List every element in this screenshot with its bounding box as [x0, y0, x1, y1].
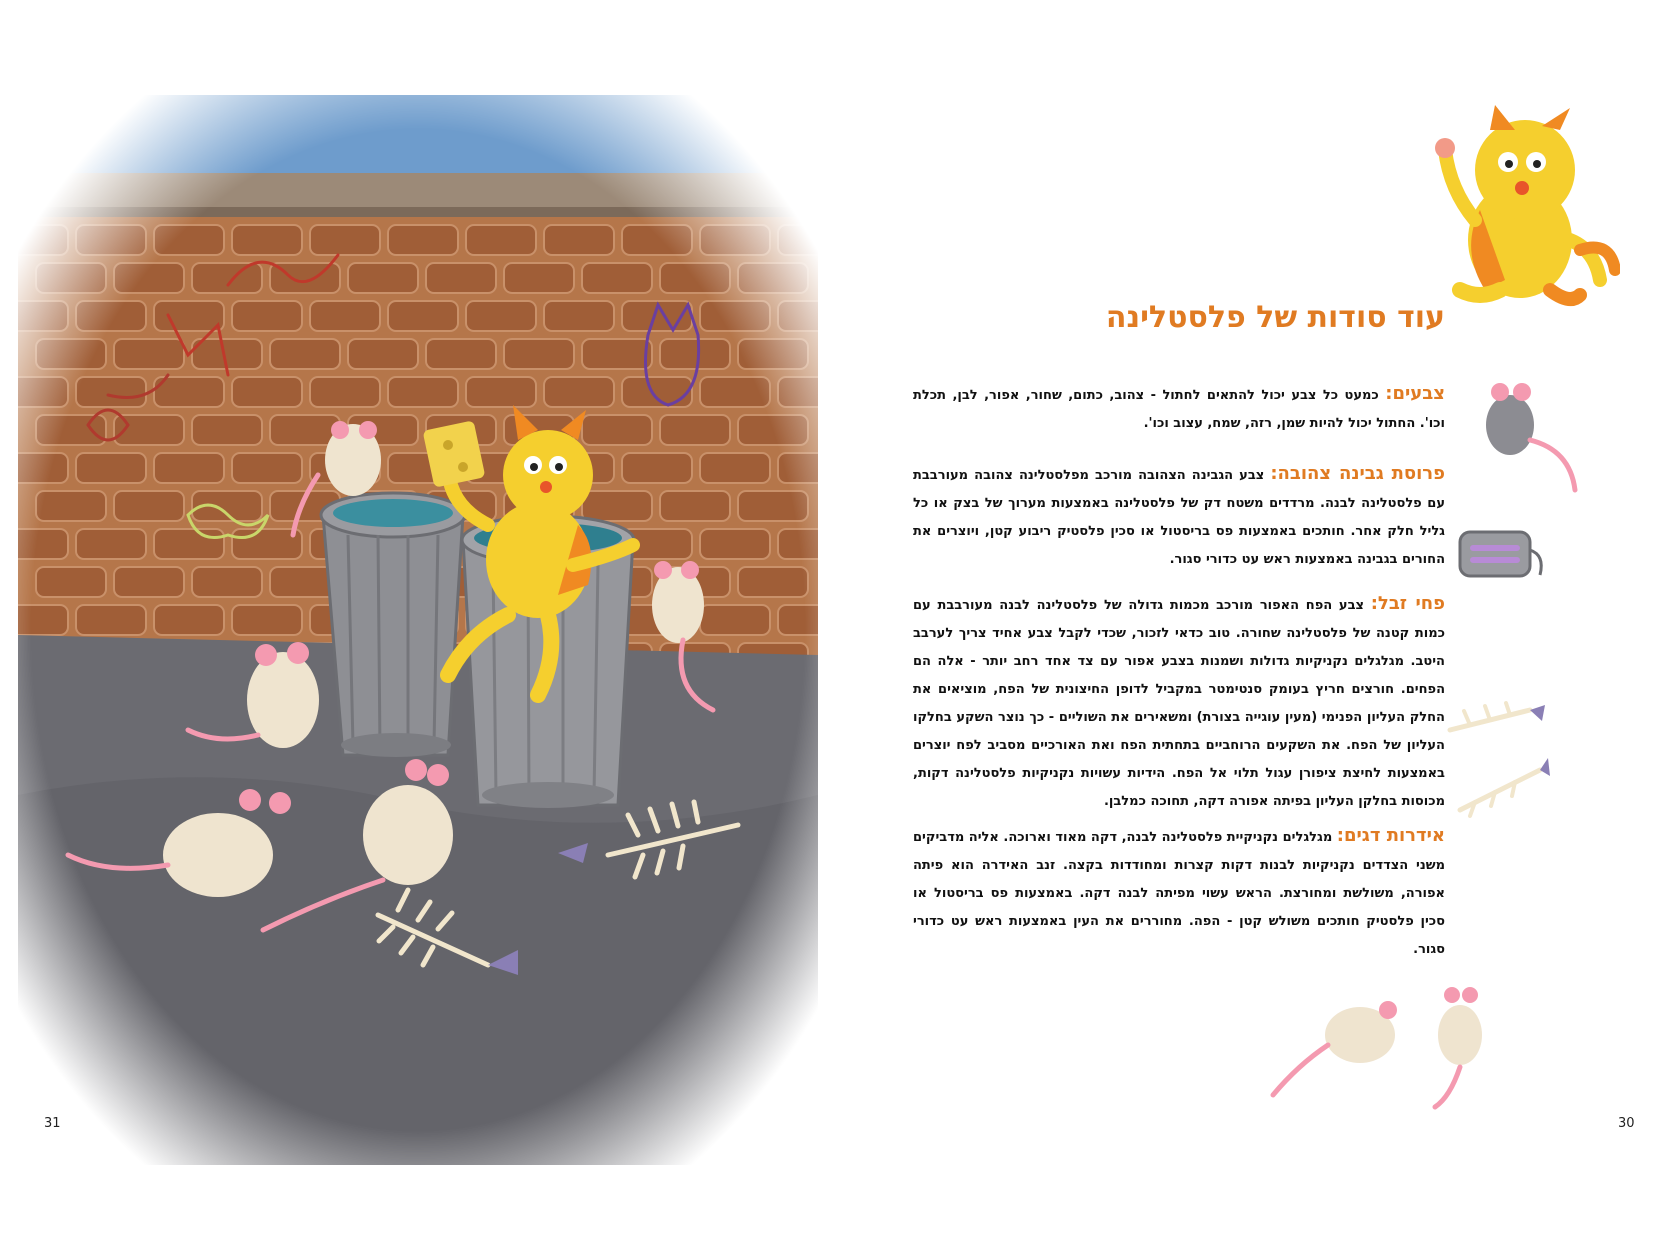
section-label: פרוסת גבינה צהובה: [1270, 463, 1445, 484]
section-text: צבע הפח האפור מורכב מכמות גדולה של פלסטלינה לבנה מעורבבת עם כמות קטנה של פלסטלינה שחורה. טוב כדאי לזכור, שכדי לקבל צבע אחיד צריך לערבב היטב. מגלגלים נקניקיות גדולות ושמנות בצבע אפור עם צד אחד רחב יותר - אלה הם הפחים. חורצים חריץ בעומק סנטימטר במקביל לדופן החיצונית של הפח, מוציאים את החלק העליון הפנימי (מעין עוגייה בצורת) ומשאירים את השוליים - כך נוצר השקע בחלקו העליון של הפח. את השקעים הרוחביים בתחתית הפח ואת האורכיים מסביב לפח יוצרים באמצעות לחיצת ציפורן עגול תלוי אל הפח. הידיות עשויות נקניקיות פלסטלינה דקות, מכוסות בחלקן העליון בפיתה אפורה דקה, תחוכה כמלבן. [913, 598, 1445, 809]
page-number-right: 30 [1618, 1116, 1635, 1131]
trash-can-left [321, 493, 465, 757]
section-trash-cans [913, 590, 1445, 816]
section-cheese-slice [913, 460, 1445, 574]
section-text: כמעט כל צבע יכול להתאים לחתול - צהוב, כתום, שחור, אפור, לבן, תכלת וכו'. החתול יכול להיות שמן, רזה, שמח, עצוב וכו'. [913, 388, 1445, 431]
section-colors [913, 380, 1445, 438]
right-page [900, 0, 1667, 1250]
decorative-gray-mouse [1460, 370, 1580, 500]
section-fish-skeletons [913, 822, 1445, 964]
clay-alley-illustration [18, 95, 818, 1165]
decorative-two-mice [1270, 975, 1500, 1115]
decorative-clay-cat [1420, 100, 1620, 330]
section-text: מגלגלים נקניקיית פלסטלינה לבנה, דקה מאוד וארוכה. אליה מדביקים משני הצדדים נקניקיות לבנות דקות קצרות ומחודדות בקצה. זנב האידרה הוא פיתה אפורה, משולשת ומחורצת. הראש עשוי מפיתה לבנה דקה. באמצעות פס בריסטול או סכין פלסטיק חותכים משולש קטן - הפה. מחוררים את העין באמצעות ראש עט כדורי סגור. [913, 830, 1445, 957]
section-label: אידרות דגים: [1336, 825, 1445, 846]
page-title: עוד סודות של פלסטלינה [1105, 300, 1445, 335]
section-text: צבע הגבינה הצהובה מורכב מפלסטלינה צהובה מעורבבת עם פלסטלינה לבנה. מרדדים משטח דק של פלסטלינה באמצעות מערוך של בצק או כל גליל חלק אחר. חותכים באמצעות פס בריסטול או סכין פלסטיק ריבוע קטן, ויוצרים את החורים בגבינה באמצעות ראש עט כדורי סגור. [913, 468, 1445, 567]
page-number-left: 31 [44, 1116, 61, 1131]
decorative-fish-bones [1440, 700, 1550, 820]
decorative-sardine-can [1455, 520, 1555, 590]
section-label: צבעים: [1385, 383, 1445, 404]
section-label: פחי זבל: [1370, 593, 1445, 614]
